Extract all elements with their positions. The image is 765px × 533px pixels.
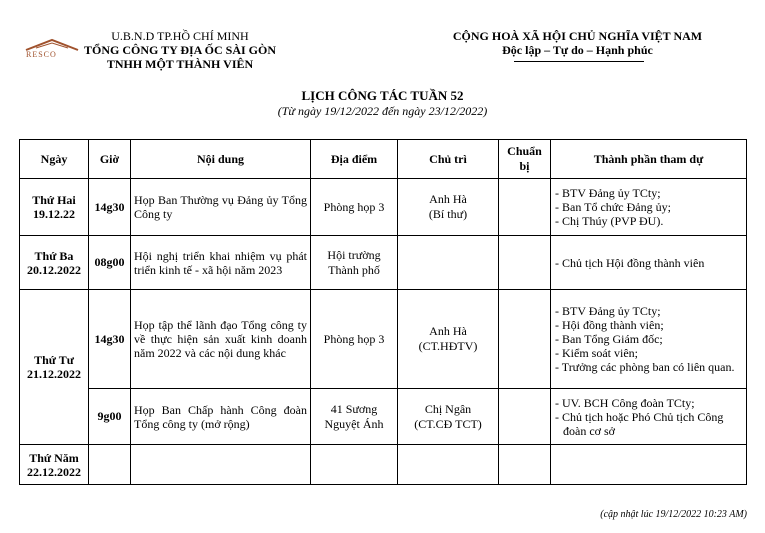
col-header-time: Giờ xyxy=(89,140,131,179)
resco-logo xyxy=(22,36,82,60)
chair-cell xyxy=(398,445,499,485)
member-item: - Kiểm soát viên; xyxy=(555,346,638,360)
logo-text: RESCO xyxy=(26,50,57,59)
col-header-prep: Chuẩn bị xyxy=(499,140,551,179)
prep-cell xyxy=(499,389,551,445)
table-row xyxy=(20,445,747,485)
prep-cell xyxy=(499,445,551,485)
table-header-row xyxy=(20,140,747,179)
day-date: 22.12.2022 xyxy=(27,464,81,479)
content-cell xyxy=(131,445,311,485)
prep-cell xyxy=(499,236,551,290)
location-line: Thành phố xyxy=(328,262,380,277)
chair-name: Chị Ngân xyxy=(424,401,472,416)
table-row xyxy=(20,389,747,445)
member-item: - BTV Đảng ủy TCty; xyxy=(555,186,661,200)
col-header-day: Ngày xyxy=(20,140,89,179)
day-name: Thứ Ba xyxy=(34,248,74,263)
member-item: - BTV Đảng ủy TCty; xyxy=(555,304,661,318)
org-line-3: TNHH MỘT THÀNH VIÊN xyxy=(106,57,254,71)
content-cell: Họp Ban Thường vụ Đảng ủy Tổng Công ty xyxy=(131,179,311,236)
time-cell: 14g30 xyxy=(89,290,131,389)
location-line: Hội trường xyxy=(327,247,381,262)
chair-cell xyxy=(398,236,499,290)
members-cell xyxy=(551,389,747,445)
national-motto-2: Độc lập – Tự do – Hạnh phúc xyxy=(502,43,653,57)
day-name: Thứ Tư xyxy=(34,353,74,367)
day-name: Thứ Năm xyxy=(29,450,79,465)
org-line-1: U.B.N.D TP.HỒ CHÍ MINH xyxy=(111,29,249,43)
chair-cell xyxy=(398,290,499,389)
motto-underline xyxy=(514,61,644,62)
col-header-location: Địa điểm xyxy=(311,140,398,179)
prep-cell xyxy=(499,290,551,389)
member-item: - Ban Tổ chức Đảng ủy; xyxy=(555,200,671,214)
member-item: - Chủ tịch hoặc Phó Chủ tịch Công đoàn cơ sở xyxy=(555,409,724,438)
members-cell xyxy=(551,179,747,236)
table-row xyxy=(20,290,747,389)
organization-header xyxy=(75,29,285,71)
day-name: Thứ Hai xyxy=(32,193,76,207)
page-subtitle: (Từ ngày 19/12/2022 đến ngày 23/12/2022) xyxy=(277,104,488,118)
day-date: 21.12.2022 xyxy=(27,367,81,381)
location-cell: Phòng họp 3 xyxy=(311,179,398,236)
chair-cell xyxy=(398,179,499,236)
location-cell xyxy=(311,389,398,445)
chair-name: Anh Hà xyxy=(429,324,467,338)
page-title: LỊCH CÔNG TÁC TUẦN 52 xyxy=(301,88,464,103)
time-cell: 9g00 xyxy=(89,389,131,445)
time-cell: 08g00 xyxy=(89,236,131,290)
update-timestamp: (cập nhật lúc 19/12/2022 10:23 AM) xyxy=(600,509,747,520)
table-row xyxy=(20,179,747,236)
prep-cell xyxy=(499,179,551,236)
org-line-2: TỔNG CÔNG TY ĐỊA ỐC SÀI GÒN xyxy=(83,43,277,57)
chair-name: Anh Hà xyxy=(429,192,467,206)
member-item: - Ban Tổng Giám đốc; xyxy=(555,332,663,346)
time-cell xyxy=(89,445,131,485)
schedule-table xyxy=(19,139,747,485)
day-date: 19.12.22 xyxy=(33,207,75,221)
member-item: - Chị Thúy (PVP ĐU). xyxy=(555,214,664,228)
time-cell: 14g30 xyxy=(89,179,131,236)
day-cell xyxy=(20,236,89,290)
members-cell xyxy=(551,290,747,389)
table-row xyxy=(20,236,747,290)
content-cell: Họp Ban Chấp hành Công đoàn Tổng công ty (mở rộng) xyxy=(131,389,311,445)
day-date: 20.12.2022 xyxy=(27,262,81,277)
member-item: - UV. BCH Công đoàn TCty; xyxy=(555,395,695,410)
location-line: 41 Sương xyxy=(330,401,378,416)
location-cell: Phòng họp 3 xyxy=(311,290,398,389)
chair-cell xyxy=(398,389,499,445)
national-header xyxy=(440,29,715,57)
member-item: - Chủ tịch Hội đồng thành viên xyxy=(555,255,705,270)
content-cell: Hội nghị triển khai nhiệm vụ phát triển kinh tế - xã hội năm 2023 xyxy=(131,236,311,290)
day-cell xyxy=(20,445,89,485)
day-cell xyxy=(20,290,89,445)
members-cell xyxy=(551,445,747,485)
day-cell xyxy=(20,179,89,236)
location-cell xyxy=(311,445,398,485)
members-cell xyxy=(551,236,747,290)
chair-role: (Bí thư) xyxy=(428,207,468,221)
col-header-members: Thành phần tham dự xyxy=(551,140,747,179)
location-cell xyxy=(311,236,398,290)
col-header-content: Nội dung xyxy=(131,140,311,179)
location-line: Nguyệt Ánh xyxy=(324,416,384,431)
col-header-chair: Chủ trì xyxy=(398,140,499,179)
member-item: - Trưởng các phòng ban có liên quan. xyxy=(555,360,735,374)
content-cell: Họp tập thể lãnh đạo Tổng công ty về thực hiện sản xuất kinh doanh năm 2022 và các nội dung khác xyxy=(131,290,311,389)
national-motto-1: CỘNG HOÀ XÃ HỘI CHỦ NGHĨA VIỆT NAM xyxy=(452,29,703,43)
member-item: - Hội đồng thành viên; xyxy=(555,318,664,332)
chair-role: (CT.HĐTV) xyxy=(418,339,478,353)
chair-role: (CT.CĐ TCT) xyxy=(414,416,482,431)
